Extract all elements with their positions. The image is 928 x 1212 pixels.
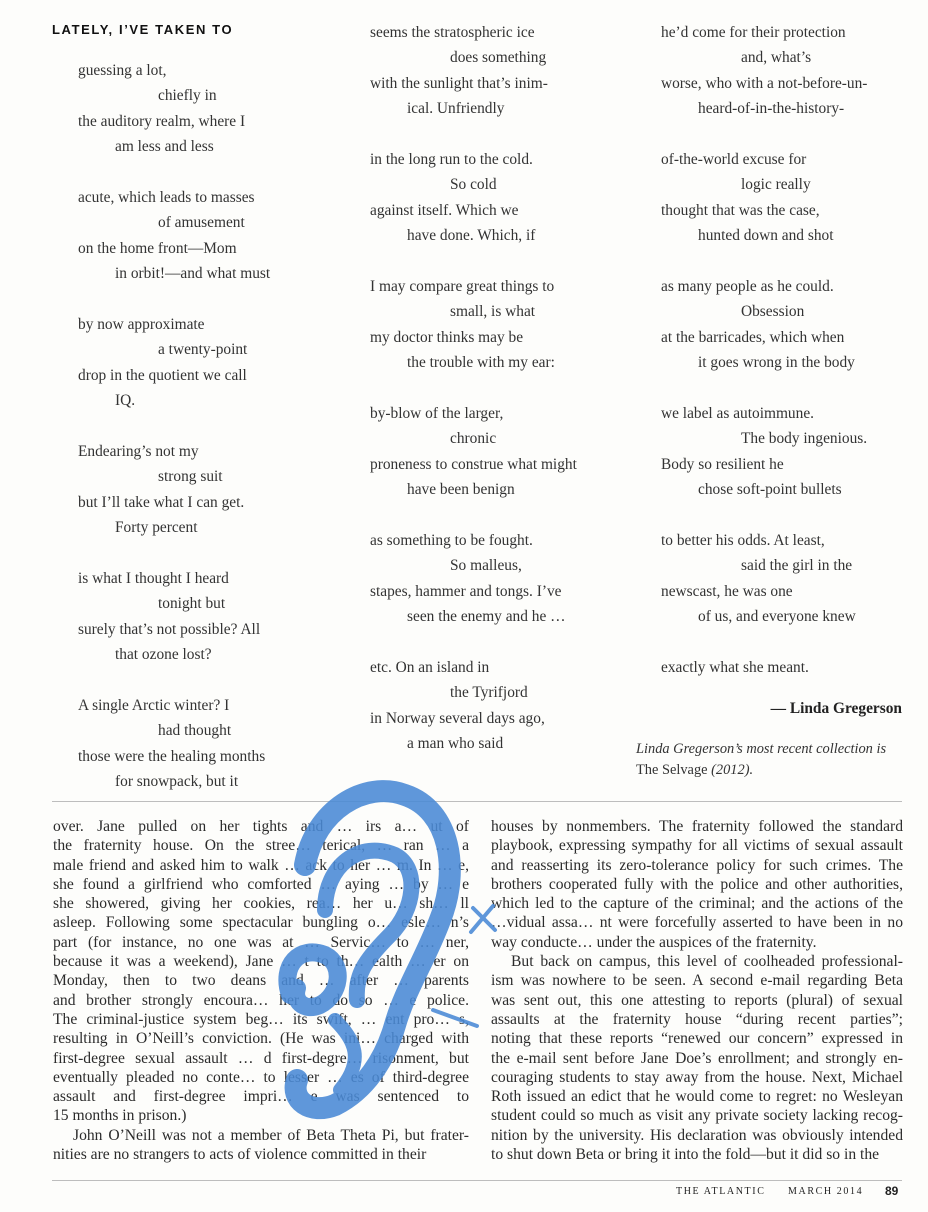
article-line: resulting in O’Neill’s conviction. (He was ini… charged with [53, 1030, 469, 1048]
poem-line: as many people as he could. [661, 277, 834, 295]
poem-line: had thought [158, 722, 232, 740]
poem-line: I may compare great things to [370, 277, 555, 295]
poem-line: on the home front—Mom [78, 239, 237, 257]
poem-line: tonight but [158, 595, 226, 613]
article-line: and brother strongly encoura… her to do so … e police. [53, 991, 469, 1009]
article-line: and reasserting its zero-tolerance policy for such crimes. The [491, 856, 903, 874]
stanza-break [661, 122, 867, 147]
poem-line: So malleus, [450, 557, 522, 575]
stanza-break [78, 287, 270, 312]
poem-line: chose soft-point bullets [698, 481, 842, 499]
poem-line: to better his odds. At least, [661, 531, 825, 549]
footer-date: MARCH 2014 [788, 1186, 864, 1197]
stanza-break [370, 249, 577, 274]
poem-line: we label as autoimmune. [661, 404, 815, 422]
poem-line: by now approximate [78, 315, 205, 333]
poem-line: strong suit [158, 468, 223, 486]
article-line: assault and first-degree impri… e was sentenced to [53, 1088, 469, 1106]
poem-line: at the barricades, which when [661, 328, 845, 346]
article-line: which led to the capture of the criminal; and the actions of the [491, 895, 903, 913]
article-line: eventually pleaded no conte… to lesser … es of third-degree [53, 1068, 469, 1086]
article-line: 15 months in prison.) [53, 1107, 187, 1125]
poem-line: the Tyrifjord [450, 684, 528, 702]
poem-author: — Linda Gregerson [770, 700, 902, 717]
article-line: the fraternity house. On the stree… terical, … ran … a [53, 837, 469, 855]
poem-line: it goes wrong in the body [698, 354, 855, 372]
article-line: brothers cooperated fully with the police and other authorities, [491, 875, 903, 893]
poem-line: a twenty-point [158, 341, 248, 359]
article-line: to shut down Beta or bring it into the fold—but it did so in the [491, 1146, 880, 1164]
article-line: noting that these reports “renewed our concern” expressed in [491, 1030, 903, 1048]
article-line: male friend and asked him to walk … ack to her … m. In … e, [53, 856, 469, 874]
poem-line: heard-of-in-the-history- [698, 100, 845, 118]
footer-rule [52, 1180, 902, 1181]
article-line: nition by the university. His declaration was obviously intended [491, 1126, 903, 1144]
poem-line: in orbit!—and what must [115, 265, 271, 283]
poem-line: my doctor thinks may be [370, 328, 524, 346]
poem-line: have done. Which, if [407, 227, 536, 245]
author-bio [636, 739, 906, 781]
stanza-break [370, 502, 577, 527]
bio-text: Linda Gregerson’s most recent collection is [636, 741, 887, 757]
stanza-break [370, 629, 577, 654]
poem-line: of-the-world excuse for [661, 150, 807, 168]
poem-line: those were the healing months [78, 747, 266, 765]
poem-line: small, is what [450, 303, 536, 321]
bio-book-title: The Selvage [636, 762, 708, 778]
poem-line: for snowpack, but it [115, 772, 239, 790]
poem-line: thought that was the case, [661, 201, 820, 219]
poem-line: Obsession [741, 303, 805, 321]
poem-line: am less and less [115, 138, 214, 156]
section-divider [52, 801, 902, 802]
poem-line: seen the enemy and he … [407, 607, 566, 625]
article-column-left [53, 817, 469, 1164]
article-line: houses by nonmembers. The fraternity followed the standard [491, 818, 903, 835]
poem-line: and, what’s [741, 49, 812, 67]
article-column-right [491, 817, 903, 1164]
poem-title: LATELY, I’VE TAKEN TO [52, 22, 234, 37]
poem-line: The body ingenious. [741, 430, 868, 448]
poem-line: hunted down and shot [698, 227, 834, 245]
stanza-break [661, 629, 867, 654]
stanza-break [370, 375, 577, 400]
article-line: over. Jane pulled on her tights and … irs a… ut of [53, 818, 469, 835]
poem-line: exactly what she meant. [661, 658, 809, 676]
article-line: …vidual assa… nt were forcefully asserted to have been in no [491, 914, 903, 932]
poem-line: guessing a lot, [78, 62, 167, 79]
poem-line: Forty percent [115, 519, 198, 537]
stanza-break [78, 413, 270, 438]
poem-line: does something [450, 49, 547, 67]
poem-line: newscast, he was one [661, 582, 793, 600]
article-line: couraging students to stay away from the house. Next, Michael [491, 1068, 903, 1086]
poem-line: chiefly in [158, 87, 217, 105]
poem-column-2 [370, 20, 577, 756]
poem-line: the auditory realm, where I [78, 112, 246, 130]
poem-line: Endearing’s not my [78, 442, 199, 460]
article-line: Roth issued an edict that he would come to regret: no Wesleyan [491, 1088, 903, 1106]
poem-line: proneness to construe what might [370, 455, 577, 473]
article-line: first-degree sexual assault … d first-degre… risonment, but [53, 1049, 469, 1067]
article-line: part (for instance, no one was at … Servic… to … ner, [53, 933, 469, 951]
stanza-break [78, 160, 270, 185]
poem-line: logic really [741, 176, 811, 194]
article-line: because it was a weekend), Jane … t to th… ealth … er on [53, 953, 469, 971]
poem-line: chronic [450, 430, 497, 448]
article-line: playbook, expressing sympathy for all victims of sexual assault [491, 837, 903, 855]
stanza-break [370, 122, 577, 147]
poem-line: seems the stratospheric ice [370, 24, 535, 41]
poem-line: ical. Unfriendly [407, 100, 505, 118]
article-line: Monday, then to two deans and … after … parents [53, 972, 469, 990]
article-line: nities are no strangers to acts of violence committed in their [53, 1146, 427, 1164]
article-line: student could so much as visit any private society lacking recog- [491, 1107, 903, 1125]
article-line: ism was nowhere to be seen. A second e-mail regarding Beta [491, 972, 903, 990]
poem-line: in the long run to the cold. [370, 150, 533, 168]
poem-line: is what I thought I heard [78, 569, 229, 587]
poem-line: the trouble with my ear: [407, 354, 555, 372]
poem-line: surely that’s not possible? All [78, 620, 261, 638]
poem-line: by-blow of the larger, [370, 404, 504, 422]
article-line: she showered, giving her cookies, rea… her u… sh… ll [53, 895, 469, 913]
article-line: way conducte… under the auspices of the fraternity. [491, 933, 817, 951]
poem-line: but I’ll take what I can get. [78, 493, 245, 511]
poem-line: acute, which leads to masses [78, 188, 255, 206]
poem-line: that ozone lost? [115, 645, 212, 663]
poem-column-1 [78, 58, 270, 794]
stanza-break [661, 375, 867, 400]
poem-line: with the sunlight that’s inim- [370, 74, 548, 92]
article-line: she found a girlfriend who comforted … aying … by … e [53, 875, 469, 893]
article-line: the e-mail sent before Jane Doe’s enrollment; and strongly en- [491, 1049, 903, 1067]
article-line: asleep. Following some spectacular bungling o… esle… n’s [53, 914, 469, 932]
article-line: John O’Neill was not a member of Beta Theta Pi, but frater- [73, 1126, 469, 1144]
poem-line: Body so resilient he [661, 455, 784, 473]
poem-line: he’d come for their protection [661, 24, 846, 41]
poem-line: of us, and everyone knew [698, 607, 856, 625]
poem-line: of amusement [158, 214, 245, 232]
page-number: 89 [885, 1184, 899, 1198]
article-line: But back on campus, this level of coolheaded professional- [511, 953, 903, 971]
bio-year: (2012). [707, 762, 754, 778]
stanza-break [78, 667, 270, 692]
poem-line: worse, who with a not-before-un- [661, 74, 868, 92]
poem-line: stapes, hammer and tongs. I’ve [370, 582, 562, 600]
article-line: The criminal-justice system beg… its swift, … ent pro… s, [53, 1010, 469, 1028]
article-line: assaults at the fraternity house “during recent parties”; [491, 1010, 903, 1028]
poem-line: A single Arctic winter? I [78, 696, 230, 714]
poem-line: have been benign [407, 481, 515, 499]
poem-line: So cold [450, 176, 497, 194]
poem-line: IQ. [115, 392, 136, 410]
poem-line: drop in the quotient we call [78, 366, 247, 384]
stanza-break [78, 540, 270, 565]
poem-line: a man who said [407, 734, 504, 752]
stanza-break [661, 249, 867, 274]
footer-magazine: THE ATLANTIC [676, 1186, 766, 1197]
poem-line: said the girl in the [741, 557, 853, 575]
poem-line: against itself. Which we [370, 201, 519, 219]
poem-line: in Norway several days ago, [370, 709, 545, 727]
poem-column-3 [661, 20, 867, 680]
poem-line: as something to be fought. [370, 531, 533, 549]
stanza-break [661, 502, 867, 527]
article-line: was sent out, this one attesting to reports (plural) of sexual [491, 991, 903, 1009]
poem-line: etc. On an island in [370, 658, 490, 676]
